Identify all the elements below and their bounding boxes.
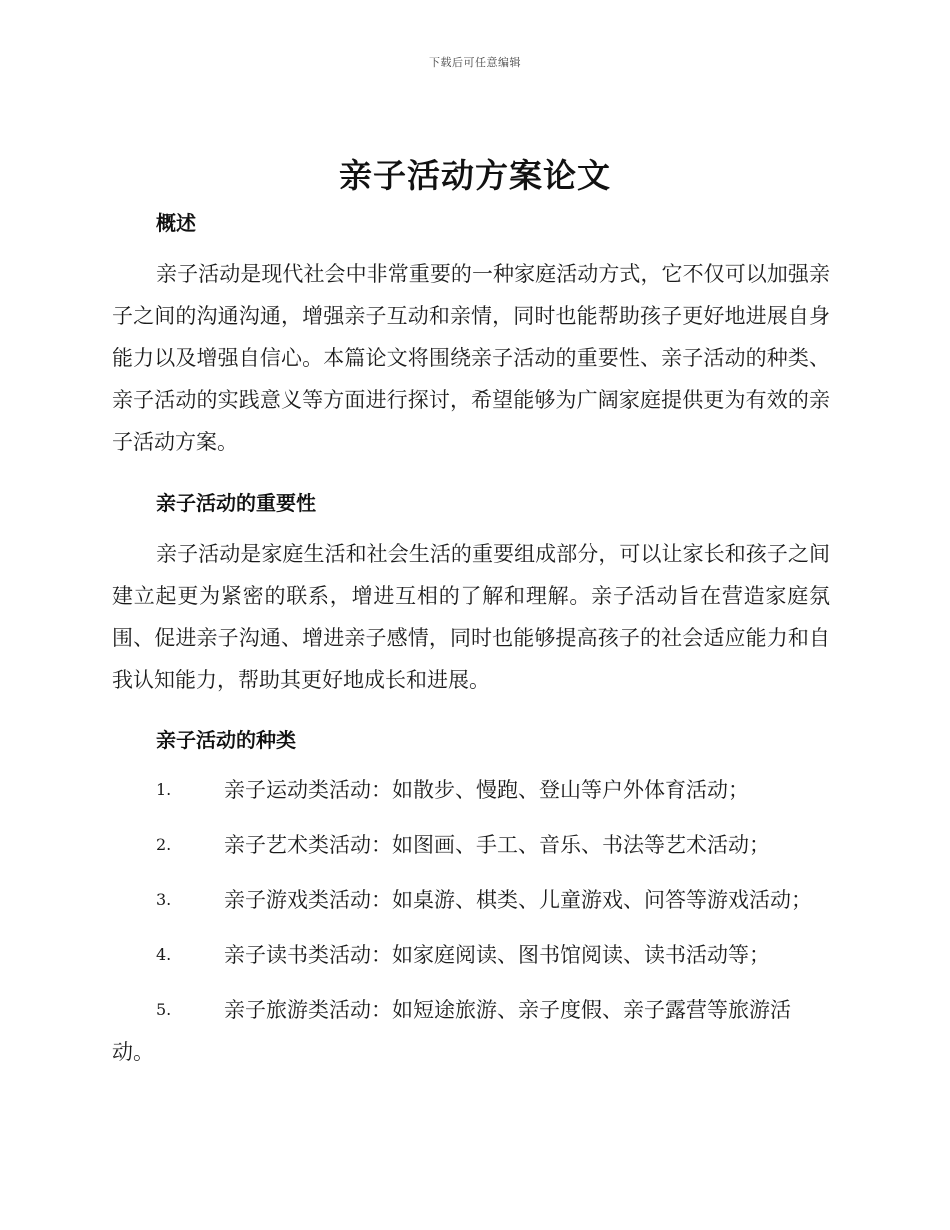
list-item — [156, 769, 830, 811]
list-number: 4. — [156, 945, 172, 964]
list-item — [156, 879, 830, 921]
list-text: 亲子运动类活动：如散步、慢跑、登山等户外体育活动； — [224, 778, 749, 802]
header-note: 下载后可任意编辑 — [429, 56, 521, 69]
list-item-wrap: 动。 — [112, 1040, 154, 1064]
list-item — [156, 989, 830, 1031]
paragraph-importance: 亲子活动是家庭生活和社会生活的重要组成部分，可以让家长和孩子之间建立起更为紧密的联系，增进互相的了解和理解。亲子活动旨在营造家庭氛围、促进亲子沟通、增进亲子感情，同时也能够提高孩子的社会适应能力和自我认知能力，帮助其更好地成长和进展。 — [112, 542, 830, 692]
list-text: 亲子读书类活动：如家庭阅读、图书馆阅读、读书活动等； — [224, 943, 770, 967]
document-title: 亲子活动方案论文 — [339, 156, 611, 195]
paragraph-overview: 亲子活动是现代社会中非常重要的一种家庭活动方式，它不仅可以加强亲子之间的沟通沟通，增强亲子互动和亲情，同时也能帮助孩子更好地进展自身能力以及增强自信心。本篇论文将围绕亲子活动的重要性、亲子活动的种类、亲子活动的实践意义等方面进行探讨，希望能够为广阔家庭提供更为有效的亲子活动方案。 — [112, 262, 830, 454]
list-number: 1. — [156, 780, 172, 799]
section-heading-overview: 概述 — [156, 211, 196, 235]
list-number: 2. — [156, 835, 172, 854]
list-number: 5. — [156, 1000, 172, 1019]
list-number: 3. — [156, 890, 172, 909]
list-item — [156, 934, 830, 976]
list-item — [156, 824, 830, 866]
section-heading-importance: 亲子活动的重要性 — [156, 491, 316, 515]
list-text: 亲子旅游类活动：如短途旅游、亲子度假、亲子露营等旅游活 — [224, 998, 791, 1022]
list-text: 亲子艺术类活动：如图画、手工、音乐、书法等艺术活动； — [224, 833, 770, 857]
section-heading-types: 亲子活动的种类 — [156, 728, 296, 752]
list-text: 亲子游戏类活动：如桌游、棋类、儿童游戏、问答等游戏活动； — [224, 888, 812, 912]
